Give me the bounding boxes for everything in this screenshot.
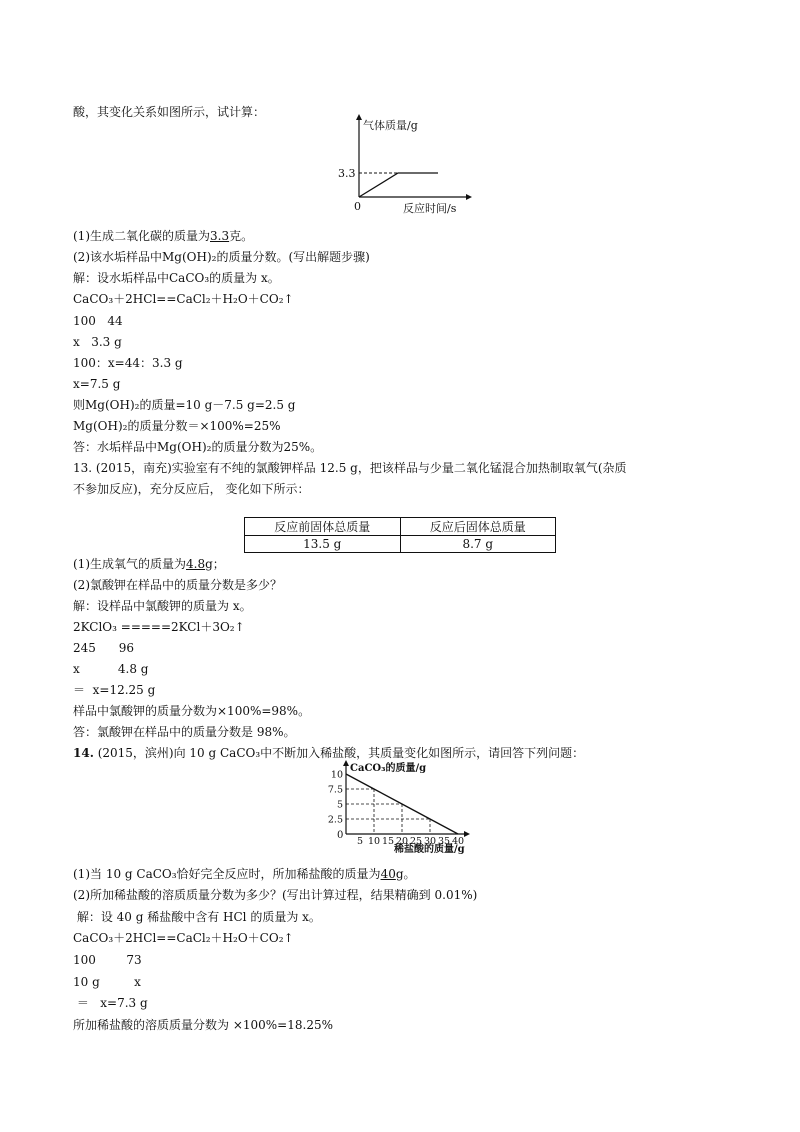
chart1-ylabel: 气体质量/g xyxy=(363,119,418,132)
line-given: x 3.3 g xyxy=(73,335,122,349)
chart2-xtick-label: 5 xyxy=(356,836,364,847)
table-cell: 8.7 g xyxy=(400,536,556,553)
chart2-xtick-label: 15 xyxy=(381,836,395,847)
table-row xyxy=(245,536,556,553)
line-q13-answer: 答：氯酸钾在样品中的质量分数是 98%。 xyxy=(73,725,296,739)
chart1-x-arrow xyxy=(466,194,472,200)
line-q13: 13. (2015，南充)实验室有不纯的氯酸钾样品 12.5 g，把该样品与少量二氧化锰混合加热制取氧气(杂质 xyxy=(73,461,627,475)
chart2-ytick-label: 5 xyxy=(336,799,343,811)
mass-table xyxy=(244,517,556,553)
chart1-xlabel: 反应时间/s xyxy=(403,202,457,215)
chart2-ylabel: CaCO₃的质量/g xyxy=(350,763,427,774)
line-q13-x: ＝ x=12.25 g xyxy=(73,683,156,697)
line-q14-given: 10 g x xyxy=(73,975,141,989)
line-equation: CaCO₃＋2HCl==CaCl₂＋H₂O＋CO₂↑ xyxy=(73,292,294,306)
chart1-series-line xyxy=(359,173,438,197)
line-ratio: 100：x=44：3.3 g xyxy=(73,356,183,370)
q1-answer: 3.3 xyxy=(210,229,230,243)
line-q13-equation: 2KClO₃ =====2KCl＋3O₂↑ xyxy=(73,620,245,634)
q14-1-text: (1)当 10 g CaCO₃恰好完全反应时，所加稀盐酸的质量为 xyxy=(73,867,381,881)
line-solve: 解：设水垢样品中CaCO₃的质量为 x。 xyxy=(73,271,280,285)
chart2-x-arrow xyxy=(464,831,470,837)
chart2-ytick-label: 10 xyxy=(330,769,343,781)
table-cell: 13.5 g xyxy=(245,536,401,553)
q13-1-unit: g； xyxy=(205,557,225,571)
chart2-xtick-label: 35 xyxy=(437,836,451,847)
q14-1-unit: g。 xyxy=(395,867,416,881)
chart2-ytick-label: 2.5 xyxy=(328,814,343,826)
table-header-row xyxy=(245,518,556,536)
q14-number: 14. xyxy=(73,746,94,760)
line-q13-2: (2)氯酸钾在样品中的质量分数是多少？ xyxy=(73,578,282,592)
line-q14-fraction: 所加稀盐酸的溶质质量分数为 ×100%=18.25% xyxy=(73,1018,333,1032)
line-mgoh-mass: 则Mg(OH)₂的质量=10 g－7.5 g=2.5 g xyxy=(73,398,296,412)
chart2-origin: 0 xyxy=(337,830,344,841)
line-intro: 酸，其变化关系如图所示，试计算： xyxy=(73,105,266,119)
q1-unit: 克。 xyxy=(229,229,254,243)
chart2-ytick-label: 7.5 xyxy=(328,784,343,796)
line-q14-2: (2)所加稀盐酸的溶质质量分数为多少？(写出计算过程，结果精确到 0.01%) xyxy=(73,888,478,902)
q14-text: (2015，滨州)向 10 g CaCO₃中不断加入稀盐酸，其质量变化如图所示，请回答下列问题： xyxy=(93,746,585,760)
line-q2: (2)该水垢样品中Mg(OH)₂的质量分数。(写出解题步骤) xyxy=(73,250,370,264)
chart2-xtick-label: 10 xyxy=(367,836,381,847)
line-q13-1 xyxy=(73,556,225,572)
table-header: 反应后固体总质量 xyxy=(400,518,556,536)
line-x: x=7.5 g xyxy=(73,377,121,391)
line-molar: 100 44 xyxy=(73,314,123,328)
line-q14-equation: CaCO₃＋2HCl==CaCl₂＋H₂O＋CO₂↑ xyxy=(73,931,294,945)
line-q14-molar: 100 73 xyxy=(73,953,142,967)
line-q13-molar: 245 96 xyxy=(73,641,135,655)
chart2-xtick-label: 40 xyxy=(451,836,465,847)
line-q13-fraction: 样品中氯酸钾的质量分数为×100%=98%。 xyxy=(73,704,311,718)
q14-1-answer: 40 xyxy=(380,867,396,881)
q1-text: (1)生成二氧化碳的质量为 xyxy=(73,229,210,243)
line-q14-x: ＝ x=7.3 g xyxy=(73,996,148,1010)
line-q14-solve: 解：设 40 g 稀盐酸中含有 HCl 的质量为 x。 xyxy=(73,910,321,924)
chart2-marks xyxy=(328,770,464,848)
line-q13-cont: 不参加反应)，充分反应后， 变化如下所示： xyxy=(73,482,310,496)
table-header: 反应前固体总质量 xyxy=(245,518,401,536)
line-q13-solve: 解：设样品中氯酸钾的质量为 x。 xyxy=(73,599,252,613)
line-q13-given: x 4.8 g xyxy=(73,662,149,676)
chart2-xlabel: 稀盐酸的质量/g xyxy=(394,844,465,854)
chart2-xtick-label: 25 xyxy=(409,836,423,847)
q13-1-answer: 4.8 xyxy=(186,557,206,571)
caco3-mass-chart xyxy=(328,758,478,854)
line-answer-12: 答：水垢样品中Mg(OH)₂的质量分数为25%。 xyxy=(73,440,323,454)
line-q1 xyxy=(73,228,253,244)
chart1-y-arrow xyxy=(356,114,362,120)
line-mgoh-fraction: Mg(OH)₂的质量分数＝×100%=25% xyxy=(73,419,281,433)
gas-mass-chart xyxy=(330,112,480,218)
line-q14-1 xyxy=(73,866,416,882)
chart1-ytick-3.3: 3.3 xyxy=(338,167,356,180)
chart2-xtick-label: 20 xyxy=(395,836,409,847)
chart2-y-arrow xyxy=(343,760,349,766)
chart2-xtick-label: 30 xyxy=(423,836,437,847)
q13-1-text: (1)生成氧气的质量为 xyxy=(73,557,186,571)
chart1-origin: 0 xyxy=(354,200,361,213)
